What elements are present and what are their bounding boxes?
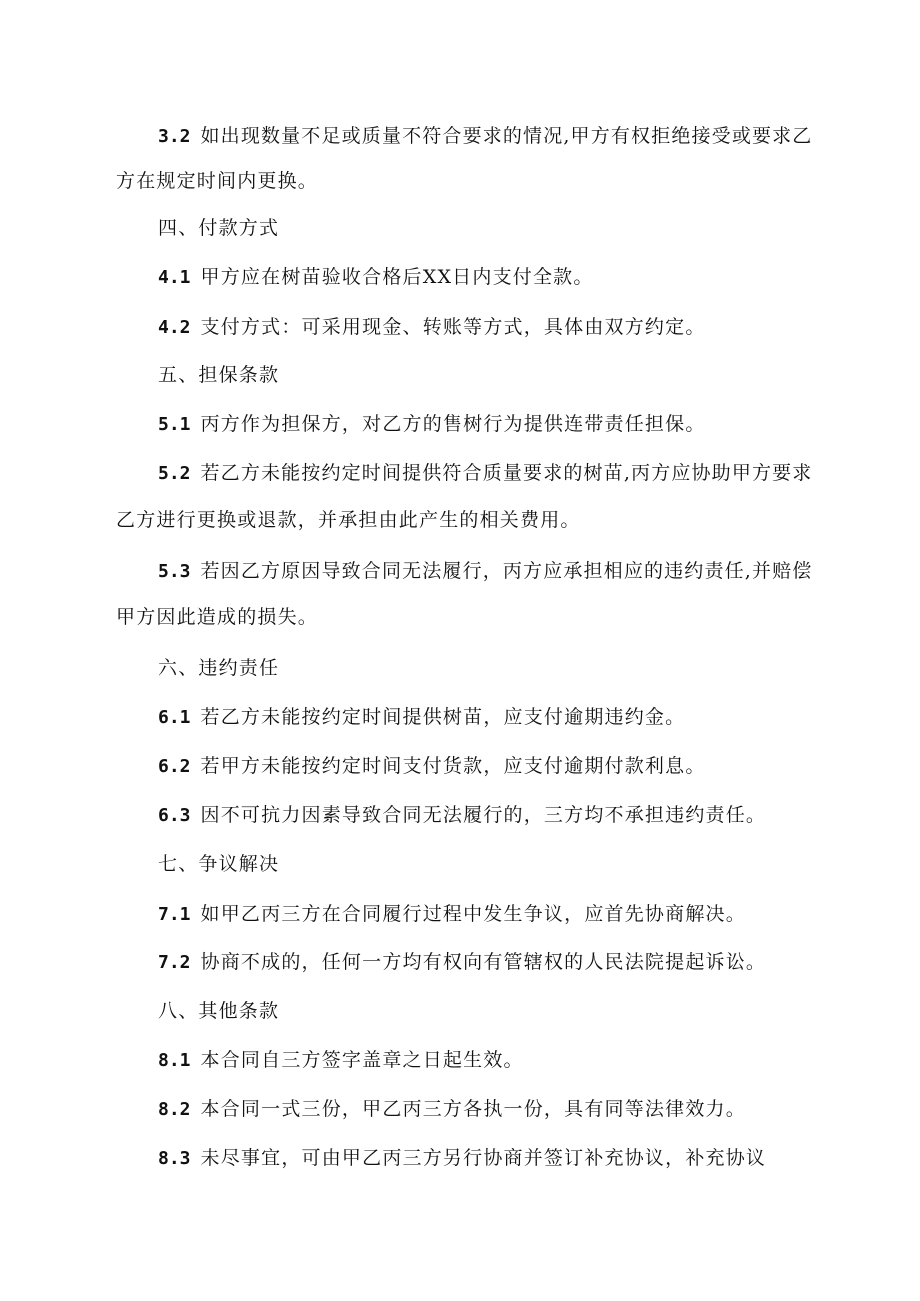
clause-number: 8.2 (158, 1099, 191, 1120)
clause-number: 5.3 (158, 561, 191, 582)
clause-text: 若因乙方原因导致合同无法履行，丙方应承担相应的违约责任,并赔偿 (200, 560, 813, 582)
clause-5-3-continuation: 甲方因此造成的损失。 (116, 606, 319, 628)
clause-text: 如甲乙丙三方在合同履行过程中发生争议，应首先协商解决。 (200, 903, 746, 925)
clause-text: 如出现数量不足或质量不符合要求的情况,甲方有权拒绝接受或要求乙 (200, 125, 813, 147)
clause-text: 协商不成的，任何一方均有权向有管辖权的人民法院提起诉讼。 (200, 951, 767, 973)
clause-text: 支付方式：可采用现金、转账等方式，具体由双方约定。 (200, 316, 706, 338)
clause-5-1 (158, 412, 706, 437)
clause-5-2-continuation: 乙方进行更换或退款，并承担由此产生的相关费用。 (116, 509, 581, 531)
clause-text: 未尽事宜，可由甲乙丙三方另行协商并签订补充协议，补充协议 (200, 1147, 767, 1169)
clause-4-2 (158, 315, 706, 340)
clause-8-1 (158, 1048, 524, 1073)
clause-6-2 (158, 754, 706, 779)
clause-7-2 (158, 950, 766, 975)
clause-3-2-continuation: 方在规定时间内更换。 (116, 170, 319, 192)
clause-number: 4.2 (158, 317, 191, 338)
clause-text: 若乙方未能按约定时间提供树苗，应支付逾期违约金。 (200, 706, 686, 728)
section-heading-4: 四、付款方式 (158, 217, 280, 239)
clause-number: 5.2 (158, 463, 191, 484)
section-heading-8: 八、其他条款 (158, 1000, 280, 1022)
clause-number: 3.2 (158, 126, 191, 147)
clause-number: 7.1 (158, 904, 191, 925)
clause-7-1 (158, 902, 746, 927)
clause-text: 本合同一式三份，甲乙丙三方各执一份，具有同等法律效力。 (200, 1098, 746, 1120)
clause-text: 因不可抗力因素导致合同无法履行的，三方均不承担违约责任。 (200, 804, 767, 826)
clause-6-1 (158, 705, 685, 730)
clause-number: 5.1 (158, 414, 191, 435)
clause-number: 4.1 (158, 267, 191, 288)
clause-number: 7.2 (158, 952, 191, 973)
clause-4-1 (158, 265, 594, 290)
clause-text: 若乙方未能按约定时间提供符合质量要求的树苗,丙方应协助甲方要求 (200, 462, 813, 484)
clause-text: 本合同自三方签字盖章之日起生效。 (200, 1049, 524, 1071)
clause-text: 丙方作为担保方，对乙方的售树行为提供连带责任担保。 (200, 413, 706, 435)
clause-number: 8.1 (158, 1050, 191, 1071)
clause-text: 甲方应在树苗验收合格后XX日内支付全款。 (200, 266, 594, 288)
clause-6-3 (158, 803, 766, 828)
clause-number: 8.3 (158, 1148, 191, 1169)
clause-number: 6.1 (158, 707, 191, 728)
clause-5-2 (158, 461, 812, 486)
clause-number: 6.3 (158, 805, 191, 826)
clause-5-3 (158, 559, 812, 584)
clause-3-2 (158, 124, 812, 149)
clause-number: 6.2 (158, 756, 191, 777)
clause-text: 若甲方未能按约定时间支付货款，应支付逾期付款利息。 (200, 755, 706, 777)
clause-8-3 (158, 1146, 766, 1171)
section-heading-7: 七、争议解决 (158, 853, 280, 875)
clause-8-2 (158, 1097, 746, 1122)
section-heading-6: 六、违约责任 (158, 657, 280, 679)
section-heading-5: 五、担保条款 (158, 364, 280, 386)
